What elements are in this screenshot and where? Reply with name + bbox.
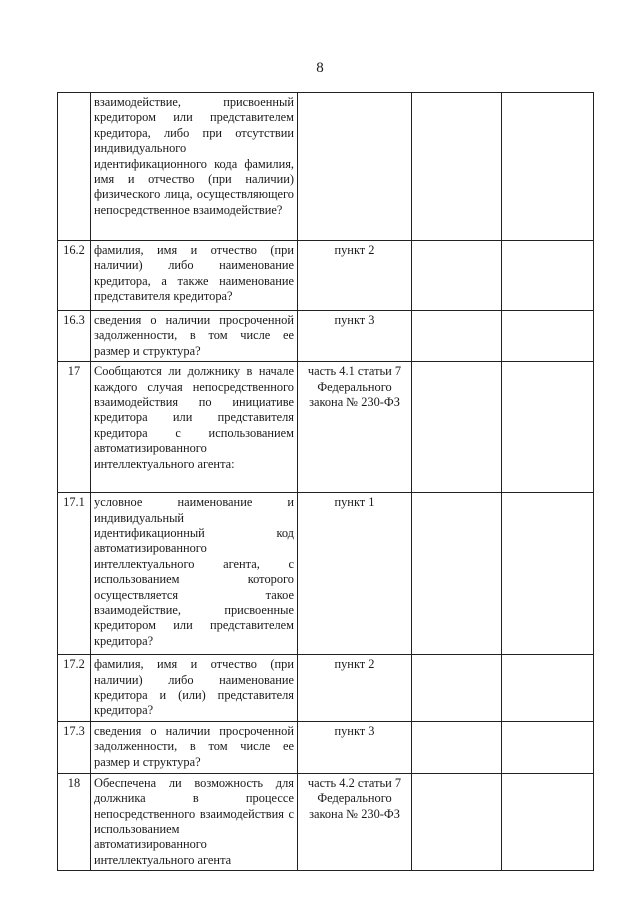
page-number: 8 bbox=[316, 60, 324, 76]
note-cell bbox=[502, 241, 594, 311]
table-row bbox=[58, 241, 594, 311]
note-cell bbox=[502, 773, 594, 870]
checklist-table bbox=[57, 92, 594, 871]
row-number: 16.3 bbox=[58, 311, 91, 362]
answer-cell bbox=[412, 493, 502, 655]
note-cell bbox=[502, 493, 594, 655]
question-text: фамилия, имя и отчество (при наличии) либо наименование кредитора и (или) представителя кредитора? bbox=[91, 655, 298, 722]
table-row bbox=[58, 721, 594, 773]
legal-reference: пункт 3 bbox=[298, 311, 412, 362]
table-row bbox=[58, 773, 594, 870]
row-number: 17 bbox=[58, 362, 91, 493]
answer-cell bbox=[412, 93, 502, 241]
legal-reference: часть 4.2 статьи 7 Федерального закона № 230-ФЗ bbox=[298, 773, 412, 870]
note-cell bbox=[502, 721, 594, 773]
legal-reference: пункт 3 bbox=[298, 721, 412, 773]
table-row bbox=[58, 311, 594, 362]
answer-cell bbox=[412, 721, 502, 773]
note-cell bbox=[502, 655, 594, 722]
table-row bbox=[58, 93, 594, 241]
legal-reference: пункт 1 bbox=[298, 493, 412, 655]
note-cell bbox=[502, 362, 594, 493]
row-number: 17.1 bbox=[58, 493, 91, 655]
question-text: взаимодействие, присвоенный кредитором или представителем кредитора, либо при отсутствии индивидуального идентификационного кода фамилия, имя и отчество (при наличии) физического лица, осуществляющего непосредственное взаимодействие? bbox=[91, 93, 298, 241]
answer-cell bbox=[412, 773, 502, 870]
question-text: сведения о наличии просроченной задолженности, в том числе ее размер и структура? bbox=[91, 721, 298, 773]
row-number: 18 bbox=[58, 773, 91, 870]
legal-reference: пункт 2 bbox=[298, 655, 412, 722]
legal-reference bbox=[298, 93, 412, 241]
row-number bbox=[58, 93, 91, 241]
question-text: Обеспечена ли возможность для должника в процессе непосредственного взаимодействия с использованием автоматизированного интеллектуального агента bbox=[91, 773, 298, 870]
answer-cell bbox=[412, 311, 502, 362]
question-text: Сообщаются ли должнику в начале каждого случая непосредственного взаимодействия по инициативе кредитора или представителя кредитора с использованием автоматизированного интеллектуального агента: bbox=[91, 362, 298, 493]
answer-cell bbox=[412, 655, 502, 722]
answer-cell bbox=[412, 362, 502, 493]
note-cell bbox=[502, 311, 594, 362]
question-text: сведения о наличии просроченной задолженности, в том числе ее размер и структура? bbox=[91, 311, 298, 362]
note-cell bbox=[502, 93, 594, 241]
row-number: 17.3 bbox=[58, 721, 91, 773]
question-text: фамилия, имя и отчество (при наличии) либо наименование кредитора, а также наименование представителя кредитора? bbox=[91, 241, 298, 311]
table-row bbox=[58, 493, 594, 655]
row-number: 17.2 bbox=[58, 655, 91, 722]
legal-reference: пункт 2 bbox=[298, 241, 412, 311]
table-row bbox=[58, 655, 594, 722]
legal-reference: часть 4.1 статьи 7 Федерального закона № 230-ФЗ bbox=[298, 362, 412, 493]
answer-cell bbox=[412, 241, 502, 311]
table-row bbox=[58, 362, 594, 493]
row-number: 16.2 bbox=[58, 241, 91, 311]
question-text: условное наименование и индивидуальный идентификационный код автоматизированного интеллектуального агента, с использованием которого осуществляется такое взаимодействие, присвоенные кредитором или представителем кредитора? bbox=[91, 493, 298, 655]
